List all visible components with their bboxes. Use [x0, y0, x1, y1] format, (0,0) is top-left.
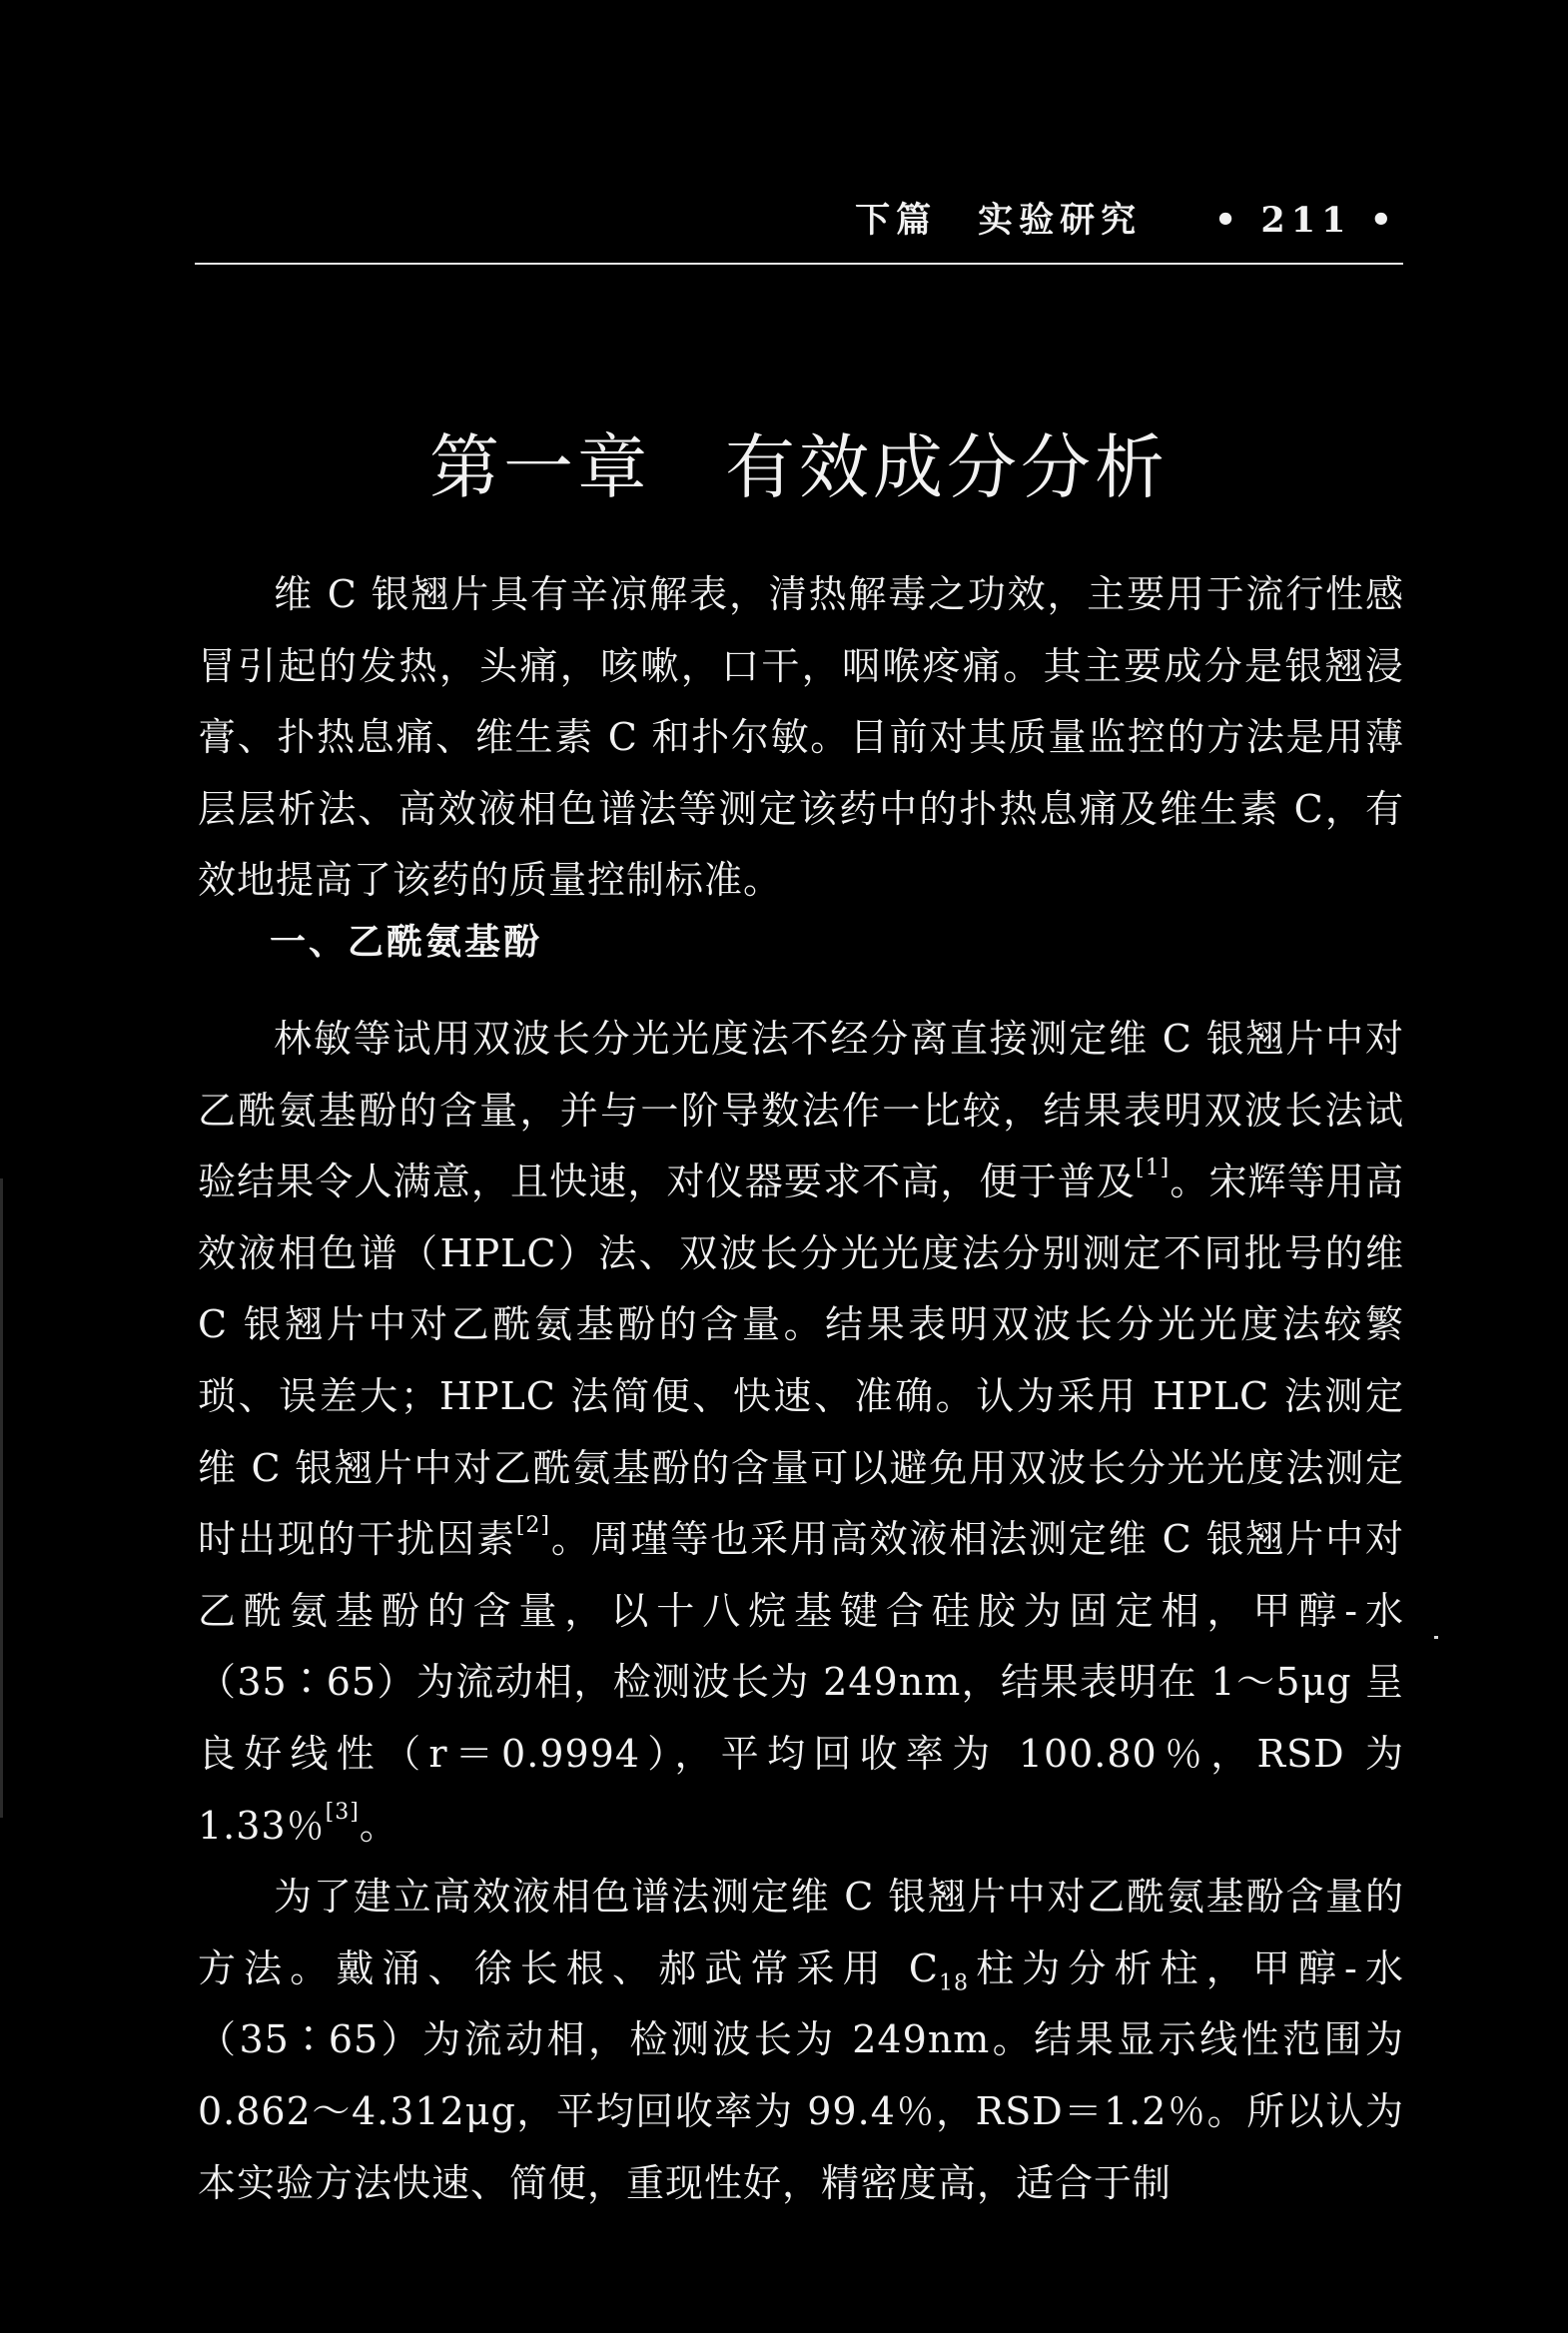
running-header — [195, 196, 1398, 246]
citation-2: [2] — [515, 1513, 550, 1539]
section-heading: 一、乙酰氨基酚 — [270, 921, 543, 963]
citation-3: [3] — [325, 1799, 360, 1825]
page-number: • 211 • — [1213, 200, 1398, 241]
paragraph-2-text-b: 柱为分析柱，甲醇-水（35∶65）为流动相，检测波长为 249nm。结果显示线性范围为 0.862～4.312μg，平均回收率为 99.4％，RSD＝1.2％。所以认为本实验方法快速、简便，重现性好，精密度高，适合于制 — [198, 1945, 1405, 2205]
paragraph-1-text-d: 。 — [359, 1803, 398, 1848]
column-subscript: 18 — [939, 1970, 970, 1996]
chapter-title: 第一章 有效成分分析 — [429, 426, 1169, 508]
intro-paragraph: 维 C 银翘片具有辛凉解表，清热解毒之功效，主要用于流行性感冒引起的发热，头痛，咳嗽，口干，咽喉疼痛。其主要成分是银翘浸膏、扑热息痛、维生素 C 和扑尔敏。目前对其质量监控的方法是用薄层层析法、高效液相色谱法等测定该药中的扑热息痛及维生素 C，有效地提高了该药的质量控制标准。 — [198, 572, 1404, 903]
intro-section — [198, 559, 1404, 917]
paragraph-1 — [198, 1004, 1404, 1862]
paragraph-2 — [198, 1862, 1404, 2219]
section-body — [198, 1004, 1404, 2219]
paragraph-1-text-c: 。周瑾等也采用高效液相法测定维 C 银翘片中对乙酰氨基酚的含量，以十八烷基键合硅胶为固定相，甲醇-水（35∶65）为流动相，检测波长为 249nm，结果表明在 1～5μg 呈良好线性（r＝0.9994），平均回收率为 100.80％，RSD 为 1.33％ — [198, 1517, 1404, 1848]
citation-1: [1] — [1136, 1156, 1171, 1181]
paragraph-2-text-a: 为了建立高效液相色谱法测定维 C 银翘片中对乙酰氨基酚含量的方法。戴涌、徐长根、郝武常采用 C — [198, 1875, 1404, 1990]
paragraph-1-text-a: 林敏等试用双波长分光光度法不经分离直接测定维 C 银翘片中对乙酰氨基酚的含量，并与一阶导数法作一比较，结果表明双波长法试验结果令人满意，且快速，对仪器要求不高，便于普及 — [198, 1017, 1404, 1204]
scan-mark — [0, 1178, 3, 1818]
header-rule — [195, 263, 1403, 265]
scan-mark — [1434, 1636, 1438, 1639]
paragraph-1-text-b: 。宋辉等用高效液相色谱（HPLC）法、双波长分光光度法分别测定不同批号的维 C 银翘片中对乙酰氨基酚的含量。结果表明双波长分光光度法较繁琐、误差大；HPLC 法简便、快速、准确。认为采用 HPLC 法测定维 C 银翘片中对乙酰氨基酚的含量可以避免用双波长分光光度法测定时出现的干扰因素 — [198, 1160, 1404, 1562]
running-title: 下篇 实验研究 — [855, 200, 1143, 241]
